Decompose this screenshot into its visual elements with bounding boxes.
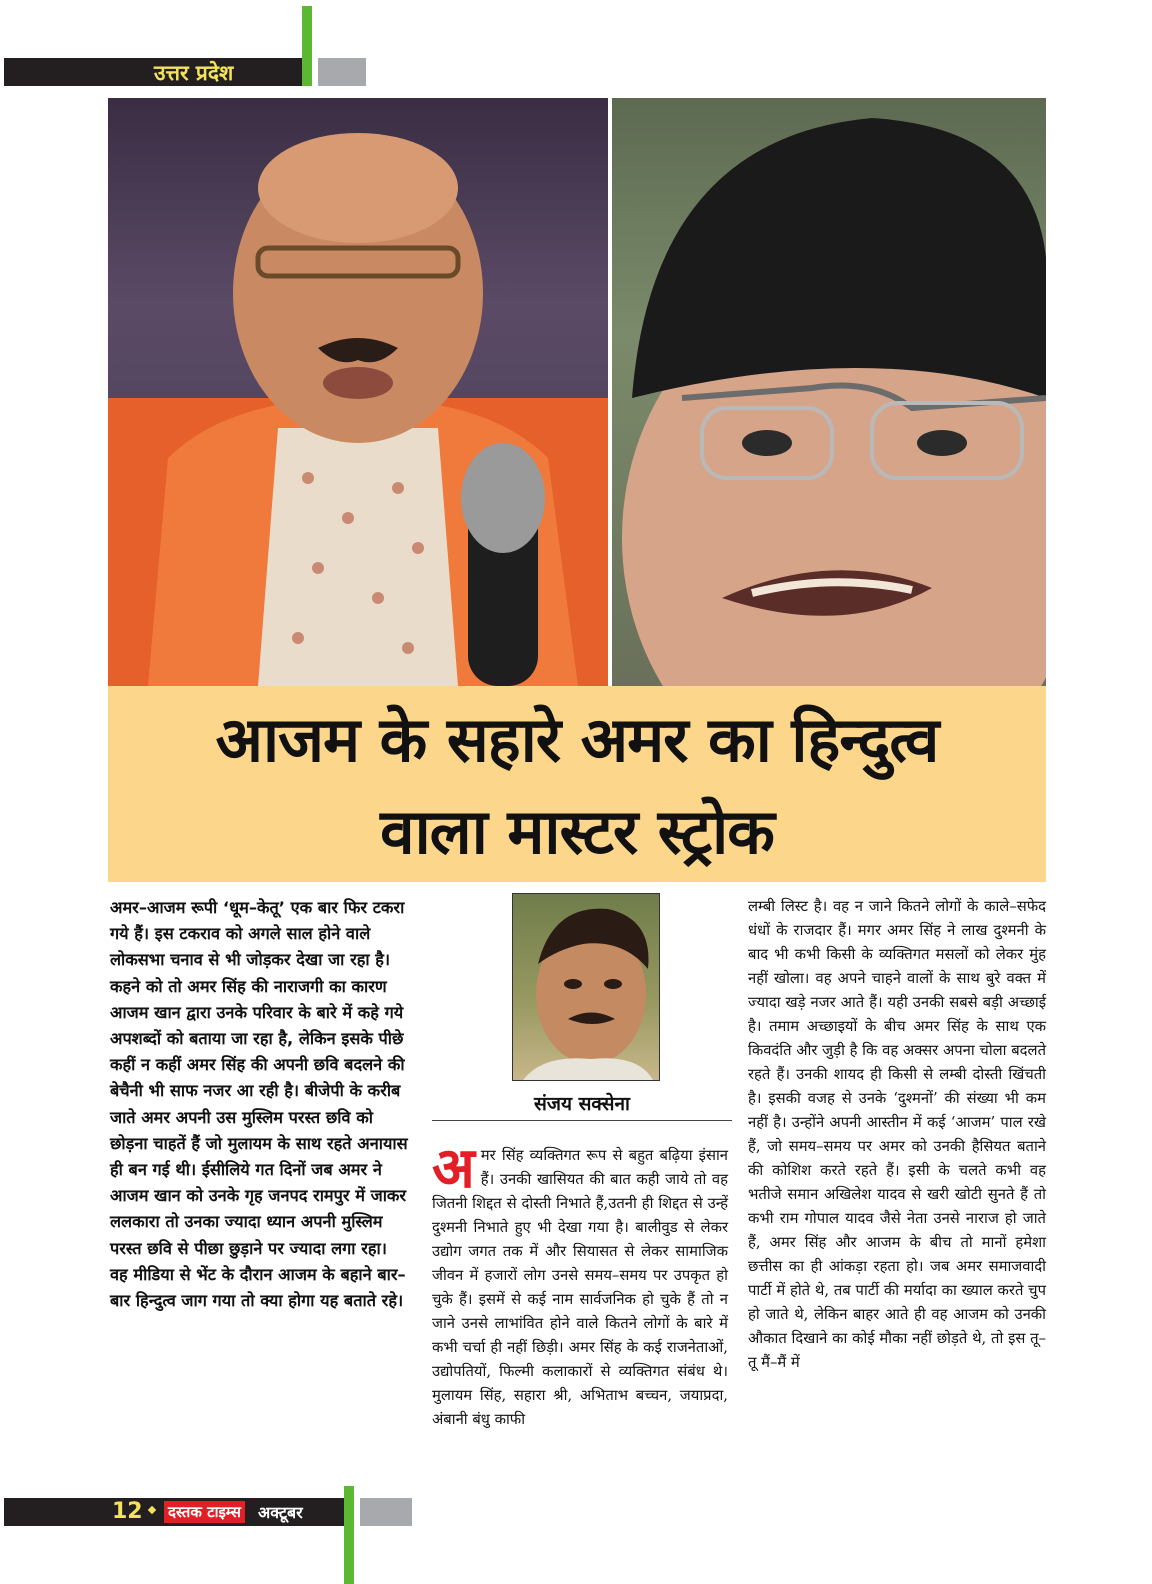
body-paragraph-2: मर सिंह व्यक्तिगत रूप से बहुत बढ़िया इंसान हैं। उनकी खासियत की बात कही जाये तो वह जितनी शिद्दत से दोस्ती निभाते हैं,उतनी ही शिद्दत से उन्हें दुश्मनी निभाते हुए भी देखा गया है। बालीवुड से लेकर उद्योग जगत तक में और सियासत से लेकर सामाजिक जीवन में हजारों लोग उनसे समय–समय पर उपकृत हो चुके हैं। इसमें से कई नाम सार्वजनिक हो चुके हैं तो न जाने उनसे लाभांवित होने वाले कितने लोगों के बारे में कभी चर्चा ही नहीं छिड़ी। अमर सिंह के कई राजनेताओं, उद्योपतियों, फिल्मी कलाकारों से व्यक्तिगत संबंध थे। मुलायम सिंह, सहारा श्री, अभिताभ बच्चन, जयाप्रदा, अंबानी बंधु काफी bbox=[432, 1147, 728, 1428]
photo-left-illustration bbox=[108, 98, 608, 686]
footer-gray-block bbox=[360, 1498, 412, 1526]
headline-line-1: आजम के सहारे अमर का हिन्दुत्व bbox=[215, 703, 939, 776]
headline bbox=[108, 694, 1046, 878]
photo-right-illustration bbox=[612, 98, 1046, 686]
author-photo bbox=[512, 893, 660, 1081]
magazine-name: दस्तक टाइम्स bbox=[164, 1501, 245, 1523]
drop-cap: अ bbox=[432, 1136, 475, 1201]
header-accent-bar bbox=[302, 6, 312, 86]
body-column-2 bbox=[432, 1136, 728, 1432]
headline-band bbox=[108, 686, 1046, 882]
body-column-3 bbox=[748, 895, 1046, 1375]
headline-line-2: वाला मास्टर स्ट्रोक bbox=[380, 795, 774, 868]
author-divider bbox=[432, 1120, 732, 1121]
photo-right-speaker bbox=[612, 98, 1046, 686]
author-portrait bbox=[513, 894, 659, 1080]
section-header-bar bbox=[4, 58, 302, 86]
intro-column bbox=[110, 895, 410, 1314]
footer-diamond-icon bbox=[148, 1506, 156, 1514]
page-number: 12 bbox=[112, 1499, 143, 1524]
photo-left-speaker bbox=[108, 98, 608, 686]
footer-accent-bar bbox=[344, 1486, 354, 1584]
author-name: संजय सक्सेना bbox=[534, 1093, 630, 1115]
footer-bar bbox=[4, 1498, 344, 1542]
issue-date: अक्टूबर 2018 bbox=[258, 1503, 303, 1542]
header-gray-block bbox=[318, 58, 366, 86]
intro-paragraph: अमर–आजम रूपी ‘धूम–केतू’ एक बार फिर टकरा गये हैं। इस टकराव को अगले साल होने वाले लोकसभा चनाव से भी जोड़कर देखा जा रहा है। कहने को तो अमर सिंह की नाराजगी का कारण आजम खान द्वारा उनके परिवार के बारे में कहे गये अपशब्दों को बताया जा रहा है, लेकिन इसके पीछे कहीं न कहीं अमर सिंह की अपनी छवि बदलने की बेचैनी भी साफ नजर आ रही है। बीजेपी के करीब जाते अमर अपनी उस मुस्लिम परस्त छवि को छोड़ना चाहतें हैं जो मुलायम के साथ रहते अनायास ही बन गई थी। ईसीलिये गत दिनों जब अमर ने आजम खान को उनके गृह जनपद रामपुर में जाकर ललकारा तो उनका ज्यादा ध्यान अपनी मुस्लिम परस्त छवि से पीछा छुड़ाने पर ज्यादा लगा रहा। वह मीडिया से भेंट के दौरान आजम के बहाने बार–बार हिन्दुत्व जाग गया तो क्या होगा यह बताते रहे। bbox=[110, 898, 408, 1311]
body-paragraph-3: लम्बी लिस्ट है। वह न जाने कितने लोगों के काले–सफेद धंधों के राजदार हैं। मगर अमर सिंह ने लाख दुश्मनी के बाद भी कभी किसी के व्यक्तिगत मसलों को लेकर मुंह नहीं खोला। वह अपने चाहने वालों के साथ बुरे वक्त में ज्यादा खड़े नजर आते हैं। यही उनकी सबसे बड़ी अच्छाई है। तमाम अच्छाइयों के बीच अमर सिंह के साथ एक किवदंति और जुड़ी है कि वह अक्सर अपना चोला बदलते रहते हैं। उनकी शायद ही किसी से लम्बी दोस्ती खिंचती है। इसकी वजह से उनके ‘दुश्मनों’ की संख्या भी कम नहीं है। उन्होंने अपनी आस्तीन में कई ‘आजम’ पाल रखे हैं, जो समय–समय पर अमर को उनकी हैसियत बताने की कोशिश करते रहते हैं। इसी के चलते कभी वह भतीजे समान अखिलेश यादव से खरी खोटी सुनते हैं तो कभी राम गोपाल यादव जैसे नेता उनसे नाराज हो जाते हैं, अमर सिंह और आजम के बीच तो मानों हमेशा छत्तीस का ही आंकड़ा रहता हो। जब अमर समाजवादी पार्टी में होते थे, तब पार्टी की मर्यादा का ख्याल करते चुप हो जाते थे, लेकिन बाहर आते ही वह आजम को उनकी औकात दिखाने का कोई मौका नहीं छोड़ते थे, तो इस तू–तू मैं–मैं में bbox=[748, 898, 1046, 1371]
section-label: उत्तर प्रदेश bbox=[154, 61, 234, 85]
